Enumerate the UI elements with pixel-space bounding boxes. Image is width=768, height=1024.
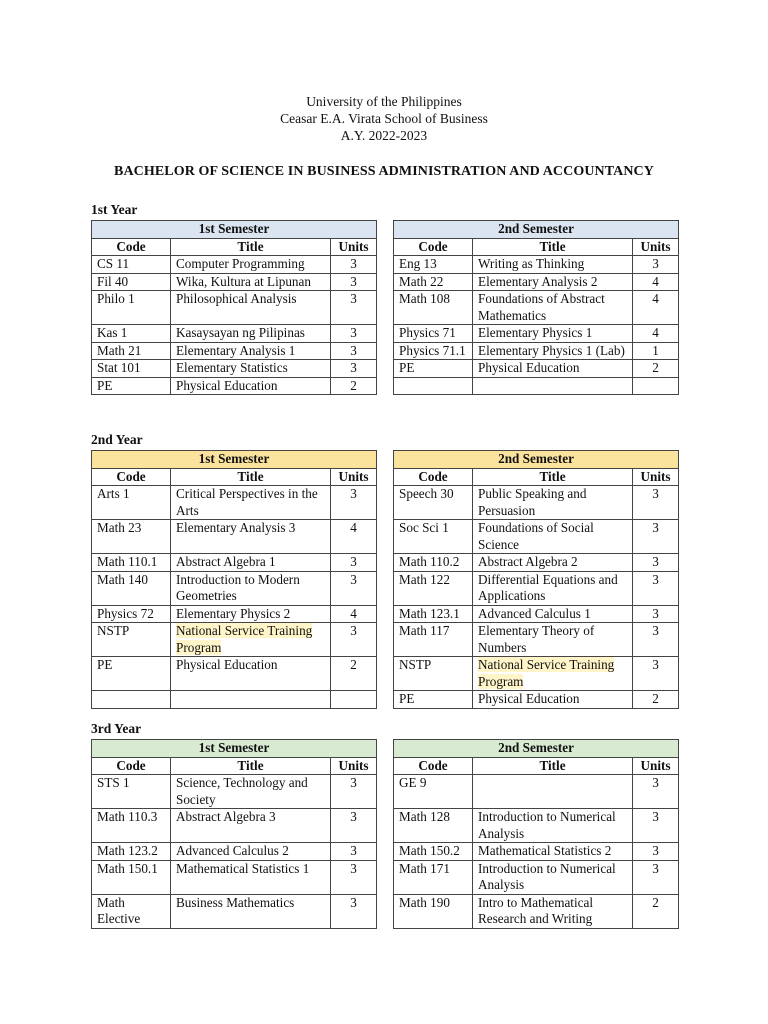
semester-header-row xyxy=(92,451,679,469)
course-title: Introduction to Modern Geometries xyxy=(171,571,331,605)
course-units: 3 xyxy=(633,571,679,605)
year-label-3: 3rd Year xyxy=(91,721,142,736)
course-code: Math 171 xyxy=(394,860,473,894)
course-units: 3 xyxy=(633,520,679,554)
column-header-code: Code xyxy=(394,238,473,256)
course-code: Math 122 xyxy=(394,571,473,605)
column-header-title: Title xyxy=(171,757,331,775)
course-code: Physics 71 xyxy=(394,325,473,343)
column-gap xyxy=(377,894,394,928)
course-title-text: National Service Training Program xyxy=(478,657,615,689)
column-gap xyxy=(377,657,394,691)
course-units: 4 xyxy=(633,291,679,325)
column-header-row xyxy=(92,757,679,775)
year-label-2: 2nd Year xyxy=(91,432,143,447)
course-code: Math 21 xyxy=(92,342,171,360)
program-title: BACHELOR OF SCIENCE IN BUSINESS ADMINISTRATION AND ACCOUNTANCY xyxy=(114,164,654,179)
course-code: Kas 1 xyxy=(92,325,171,343)
course-units: 3 xyxy=(331,342,377,360)
course-units: 3 xyxy=(331,554,377,572)
column-header-code: Code xyxy=(92,757,171,775)
course-code: Soc Sci 1 xyxy=(394,520,473,554)
column-gap xyxy=(377,605,394,623)
course-code: Math 140 xyxy=(92,571,171,605)
course-title: Mathematical Statistics 1 xyxy=(171,860,331,894)
course-row xyxy=(92,775,679,809)
course-units xyxy=(331,691,377,709)
course-title-text: National Service Training Program xyxy=(176,623,313,655)
column-header-units: Units xyxy=(331,238,377,256)
course-title: Advanced Calculus 2 xyxy=(171,843,331,861)
course-title: Critical Perspectives in the Arts xyxy=(171,486,331,520)
course-code: Math 108 xyxy=(394,291,473,325)
semester-1-header: 1st Semester xyxy=(92,451,377,469)
semester-2-header: 2nd Semester xyxy=(394,221,679,239)
course-units: 3 xyxy=(331,775,377,809)
course-units xyxy=(633,377,679,395)
course-title: Abstract Algebra 2 xyxy=(473,554,633,572)
course-title: Elementary Analysis 3 xyxy=(171,520,331,554)
column-gap xyxy=(377,554,394,572)
course-units: 3 xyxy=(331,360,377,378)
course-title: Mathematical Statistics 2 xyxy=(473,843,633,861)
semester-2-header: 2nd Semester xyxy=(394,740,679,758)
course-code: GE 9 xyxy=(394,775,473,809)
column-gap xyxy=(377,256,394,274)
course-row xyxy=(92,894,679,928)
column-gap xyxy=(377,843,394,861)
course-code: Math 150.1 xyxy=(92,860,171,894)
schedule-table-year-3 xyxy=(91,739,679,929)
course-units: 2 xyxy=(633,894,679,928)
university-name: University of the Philippines xyxy=(306,94,462,109)
course-code: Math 23 xyxy=(92,520,171,554)
course-row xyxy=(92,809,679,843)
course-title xyxy=(171,691,331,709)
course-code: PE xyxy=(394,360,473,378)
course-title: Computer Programming xyxy=(171,256,331,274)
document-header xyxy=(0,93,768,144)
schedule-table-year-1 xyxy=(91,220,679,395)
course-code: PE xyxy=(92,657,171,691)
course-code: Math 128 xyxy=(394,809,473,843)
course-title xyxy=(473,657,633,691)
semester-header-row xyxy=(92,740,679,758)
course-title: Wika, Kultura at Lipunan xyxy=(171,273,331,291)
course-title: Elementary Analysis 2 xyxy=(473,273,633,291)
column-header-code: Code xyxy=(92,468,171,486)
school-name: Ceasar E.A. Virata School of Business xyxy=(280,111,488,126)
column-gap xyxy=(377,342,394,360)
course-units: 3 xyxy=(331,894,377,928)
column-gap xyxy=(377,757,394,775)
course-code: Stat 101 xyxy=(92,360,171,378)
column-header-title: Title xyxy=(473,757,633,775)
course-units: 3 xyxy=(331,809,377,843)
course-title: Kasaysayan ng Pilipinas xyxy=(171,325,331,343)
course-title: Intro to Mathematical Research and Writing xyxy=(473,894,633,928)
course-units: 3 xyxy=(633,809,679,843)
course-units: 2 xyxy=(331,377,377,395)
course-code: PE xyxy=(92,377,171,395)
column-header-code: Code xyxy=(394,757,473,775)
course-units: 3 xyxy=(633,554,679,572)
course-code: Physics 71.1 xyxy=(394,342,473,360)
course-title: Science, Technology and Society xyxy=(171,775,331,809)
course-units: 3 xyxy=(331,571,377,605)
course-title: Elementary Theory of Numbers xyxy=(473,623,633,657)
course-units: 3 xyxy=(633,775,679,809)
course-row xyxy=(92,486,679,520)
course-code xyxy=(394,377,473,395)
column-gap xyxy=(377,238,394,256)
course-row xyxy=(92,554,679,572)
course-units: 3 xyxy=(633,860,679,894)
course-units: 3 xyxy=(633,657,679,691)
course-code: Math 123.1 xyxy=(394,605,473,623)
column-gap xyxy=(377,623,394,657)
course-units: 3 xyxy=(633,623,679,657)
course-row xyxy=(92,291,679,325)
course-row xyxy=(92,256,679,274)
course-code: Math 150.2 xyxy=(394,843,473,861)
course-code: Math 110.3 xyxy=(92,809,171,843)
course-code: Math 117 xyxy=(394,623,473,657)
column-gap xyxy=(377,775,394,809)
course-units: 4 xyxy=(331,605,377,623)
course-title: Elementary Physics 1 xyxy=(473,325,633,343)
course-title: Advanced Calculus 1 xyxy=(473,605,633,623)
course-units: 3 xyxy=(331,623,377,657)
column-gap xyxy=(377,468,394,486)
course-units: 3 xyxy=(633,843,679,861)
course-row xyxy=(92,342,679,360)
course-units: 3 xyxy=(331,325,377,343)
academic-year: A.Y. 2022-2023 xyxy=(340,128,428,143)
column-gap xyxy=(377,221,394,239)
course-title xyxy=(171,623,331,657)
course-code: Philo 1 xyxy=(92,291,171,325)
course-title: Elementary Analysis 1 xyxy=(171,342,331,360)
semester-2-header: 2nd Semester xyxy=(394,451,679,469)
course-row xyxy=(92,325,679,343)
course-units: 2 xyxy=(633,360,679,378)
course-code: Math 110.2 xyxy=(394,554,473,572)
course-title: Elementary Physics 1 (Lab) xyxy=(473,342,633,360)
course-units: 2 xyxy=(633,691,679,709)
course-code: PE xyxy=(394,691,473,709)
year-label-1: 1st Year xyxy=(91,202,138,217)
semester-1-header: 1st Semester xyxy=(92,221,377,239)
course-row xyxy=(92,691,679,709)
course-code: Math 190 xyxy=(394,894,473,928)
course-units: 3 xyxy=(331,291,377,325)
course-title: Physical Education xyxy=(473,691,633,709)
course-row xyxy=(92,377,679,395)
course-row xyxy=(92,360,679,378)
course-units: 3 xyxy=(331,273,377,291)
course-units: 1 xyxy=(633,342,679,360)
column-header-code: Code xyxy=(92,238,171,256)
course-row xyxy=(92,843,679,861)
course-title: Philosophical Analysis xyxy=(171,291,331,325)
course-code: Math 22 xyxy=(394,273,473,291)
course-title: Business Mathematics xyxy=(171,894,331,928)
column-header-units: Units xyxy=(331,468,377,486)
column-header-row xyxy=(92,468,679,486)
course-units: 4 xyxy=(331,520,377,554)
course-row xyxy=(92,520,679,554)
column-gap xyxy=(377,486,394,520)
column-gap xyxy=(377,325,394,343)
course-title: Elementary Statistics xyxy=(171,360,331,378)
course-code: Fil 40 xyxy=(92,273,171,291)
course-units: 3 xyxy=(633,256,679,274)
column-header-units: Units xyxy=(331,757,377,775)
course-row xyxy=(92,657,679,691)
column-gap xyxy=(377,273,394,291)
course-row xyxy=(92,623,679,657)
course-code: Eng 13 xyxy=(394,256,473,274)
course-units: 2 xyxy=(331,657,377,691)
column-gap xyxy=(377,377,394,395)
semester-header-row xyxy=(92,221,679,239)
course-row xyxy=(92,571,679,605)
course-code: NSTP xyxy=(394,657,473,691)
course-title: Physical Education xyxy=(171,657,331,691)
course-units: 4 xyxy=(633,273,679,291)
course-code: CS 11 xyxy=(92,256,171,274)
course-units: 3 xyxy=(331,486,377,520)
course-title: Foundations of Abstract Mathematics xyxy=(473,291,633,325)
course-title: Introduction to Numerical Analysis xyxy=(473,860,633,894)
column-gap xyxy=(377,291,394,325)
course-row xyxy=(92,860,679,894)
course-units: 3 xyxy=(331,256,377,274)
column-header-title: Title xyxy=(171,468,331,486)
column-gap xyxy=(377,571,394,605)
course-title: Abstract Algebra 1 xyxy=(171,554,331,572)
course-code: Speech 30 xyxy=(394,486,473,520)
course-units: 3 xyxy=(633,605,679,623)
course-code: Math Elective xyxy=(92,894,171,928)
course-title: Elementary Physics 2 xyxy=(171,605,331,623)
course-title: Foundations of Social Science xyxy=(473,520,633,554)
column-gap xyxy=(377,520,394,554)
column-header-units: Units xyxy=(633,238,679,256)
column-gap xyxy=(377,740,394,758)
course-units: 3 xyxy=(331,843,377,861)
column-header-units: Units xyxy=(633,468,679,486)
column-header-title: Title xyxy=(473,238,633,256)
column-header-title: Title xyxy=(473,468,633,486)
course-title: Differential Equations and Applications xyxy=(473,571,633,605)
course-title: Introduction to Numerical Analysis xyxy=(473,809,633,843)
course-row xyxy=(92,273,679,291)
column-header-row xyxy=(92,238,679,256)
column-gap xyxy=(377,860,394,894)
column-gap xyxy=(377,360,394,378)
course-code: STS 1 xyxy=(92,775,171,809)
course-title xyxy=(473,775,633,809)
column-header-units: Units xyxy=(633,757,679,775)
course-title: Writing as Thinking xyxy=(473,256,633,274)
column-gap xyxy=(377,809,394,843)
course-code: Math 123.2 xyxy=(92,843,171,861)
course-code: NSTP xyxy=(92,623,171,657)
column-gap xyxy=(377,691,394,709)
course-code: Physics 72 xyxy=(92,605,171,623)
course-units: 3 xyxy=(633,486,679,520)
course-title: Physical Education xyxy=(473,360,633,378)
course-units: 4 xyxy=(633,325,679,343)
schedule-table-year-2 xyxy=(91,450,679,709)
course-row xyxy=(92,605,679,623)
course-title: Physical Education xyxy=(171,377,331,395)
course-title xyxy=(473,377,633,395)
course-title: Abstract Algebra 3 xyxy=(171,809,331,843)
course-code: Math 110.1 xyxy=(92,554,171,572)
course-code xyxy=(92,691,171,709)
column-header-code: Code xyxy=(394,468,473,486)
column-gap xyxy=(377,451,394,469)
column-header-title: Title xyxy=(171,238,331,256)
course-code: Arts 1 xyxy=(92,486,171,520)
course-units: 3 xyxy=(331,860,377,894)
semester-1-header: 1st Semester xyxy=(92,740,377,758)
course-title: Public Speaking and Persuasion xyxy=(473,486,633,520)
